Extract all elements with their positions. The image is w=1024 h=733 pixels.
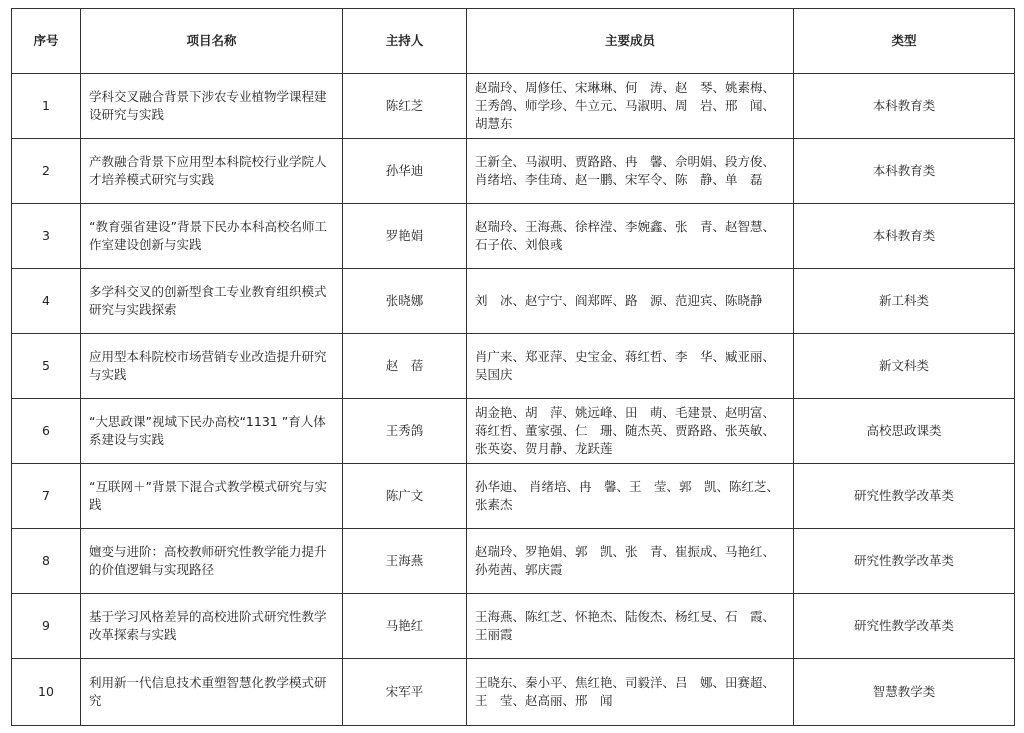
- row-type: 研究性教学改革类: [794, 594, 1015, 659]
- row-project-name: “大思政课”视域下民办高校“1131 ”育人体系建设与实践: [81, 399, 343, 464]
- row-type: 新工科类: [794, 269, 1015, 334]
- table-row: [12, 74, 1015, 139]
- row-index: 5: [12, 334, 81, 399]
- row-leader: 赵 蓓: [343, 334, 467, 399]
- row-leader: 王海燕: [343, 529, 467, 594]
- row-leader: 马艳红: [343, 594, 467, 659]
- header-members: 主要成员: [467, 9, 794, 74]
- table-row: [12, 659, 1015, 726]
- row-members: 赵瑞玲、王海燕、徐梓滢、李婉鑫、张 青、赵智慧、石子依、刘俍彧: [467, 204, 794, 269]
- row-leader: 张晓娜: [343, 269, 467, 334]
- row-index: 6: [12, 399, 81, 464]
- table-row: [12, 529, 1015, 594]
- row-index: 3: [12, 204, 81, 269]
- row-project-name: 基于学习风格差异的高校进阶式研究性教学改革探索与实践: [81, 594, 343, 659]
- row-type: 本科教育类: [794, 204, 1015, 269]
- row-leader: 罗艳娟: [343, 204, 467, 269]
- row-leader: 陈广文: [343, 464, 467, 529]
- row-type: 研究性教学改革类: [794, 529, 1015, 594]
- header-index: 序号: [12, 9, 81, 74]
- row-members: 肖广来、郑亚萍、史宝金、蒋红哲、李 华、臧亚丽、吴国庆: [467, 334, 794, 399]
- row-leader: 陈红芝: [343, 74, 467, 139]
- row-index: 1: [12, 74, 81, 139]
- table-row: [12, 399, 1015, 464]
- row-type: 高校思政课类: [794, 399, 1015, 464]
- header-type: 类型: [794, 9, 1015, 74]
- row-project-name: 产教融合背景下应用型本科院校行业学院人才培养模式研究与实践: [81, 139, 343, 204]
- row-index: 4: [12, 269, 81, 334]
- table-row: [12, 464, 1015, 529]
- row-type: 新文科类: [794, 334, 1015, 399]
- row-members: 孙华迪、 肖绪培、冉 馨、王 莹、郭 凯、陈红芝、张素杰: [467, 464, 794, 529]
- table-row: [12, 269, 1015, 334]
- row-members: 王海燕、陈红芝、怀艳杰、陆俊杰、杨红旻、石 霞、王丽霞: [467, 594, 794, 659]
- row-leader: 孙华迪: [343, 139, 467, 204]
- project-table: [11, 8, 1015, 726]
- row-type: 研究性教学改革类: [794, 464, 1015, 529]
- row-type: 本科教育类: [794, 74, 1015, 139]
- row-members: 胡金艳、胡 萍、姚远峰、田 萌、毛建景、赵明富、蒋红哲、董家强、仁 珊、随杰英、贾路路、张英敏、张英姿、贺月静、龙跃莲: [467, 399, 794, 464]
- row-project-name: 学科交叉融合背景下涉农专业植物学课程建设研究与实践: [81, 74, 343, 139]
- row-leader: 宋军平: [343, 659, 467, 726]
- row-members: 王新全、马淑明、贾路路、冉 馨、佘明娟、段方俊、肖绪培、李佳琦、赵一鹏、宋军令、陈 静、单 磊: [467, 139, 794, 204]
- row-members: 赵瑞玲、罗艳娟、郭 凯、张 青、崔振成、马艳红、孙苑茜、郭庆霞: [467, 529, 794, 594]
- table-row: [12, 204, 1015, 269]
- header-leader: 主持人: [343, 9, 467, 74]
- row-members: 赵瑞玲、周修任、宋琳琳、何 涛、赵 琴、姚素梅、王秀鸽、师学珍、牛立元、马淑明、周 岩、邢 闻、胡慧东: [467, 74, 794, 139]
- row-project-name: “教育强省建设”背景下民办本科高校名师工作室建设创新与实践: [81, 204, 343, 269]
- row-type: 智慧教学类: [794, 659, 1015, 726]
- row-index: 9: [12, 594, 81, 659]
- row-index: 8: [12, 529, 81, 594]
- table-row: [12, 139, 1015, 204]
- row-index: 2: [12, 139, 81, 204]
- table-row: [12, 594, 1015, 659]
- table-header-row: [12, 9, 1015, 74]
- header-project-name: 项目名称: [81, 9, 343, 74]
- row-project-name: 多学科交叉的创新型食工专业教育组织模式研究与实践探索: [81, 269, 343, 334]
- row-leader: 王秀鸽: [343, 399, 467, 464]
- row-project-name: 嬗变与进阶：高校教师研究性教学能力提升的价值逻辑与实现路径: [81, 529, 343, 594]
- row-project-name: 利用新一代信息技术重塑智慧化教学模式研究: [81, 659, 343, 726]
- row-type: 本科教育类: [794, 139, 1015, 204]
- row-project-name: 应用型本科院校市场营销专业改造提升研究与实践: [81, 334, 343, 399]
- table-row: [12, 334, 1015, 399]
- row-index: 10: [12, 659, 81, 726]
- row-project-name: “互联网＋”背景下混合式教学模式研究与实践: [81, 464, 343, 529]
- row-members: 刘 冰、赵宁宁、阎郑晖、路 源、范迎宾、陈晓静: [467, 269, 794, 334]
- row-index: 7: [12, 464, 81, 529]
- row-members: 王晓东、秦小平、焦红艳、司毅洋、吕 娜、田赛超、王 莹、赵高丽、邢 闻: [467, 659, 794, 726]
